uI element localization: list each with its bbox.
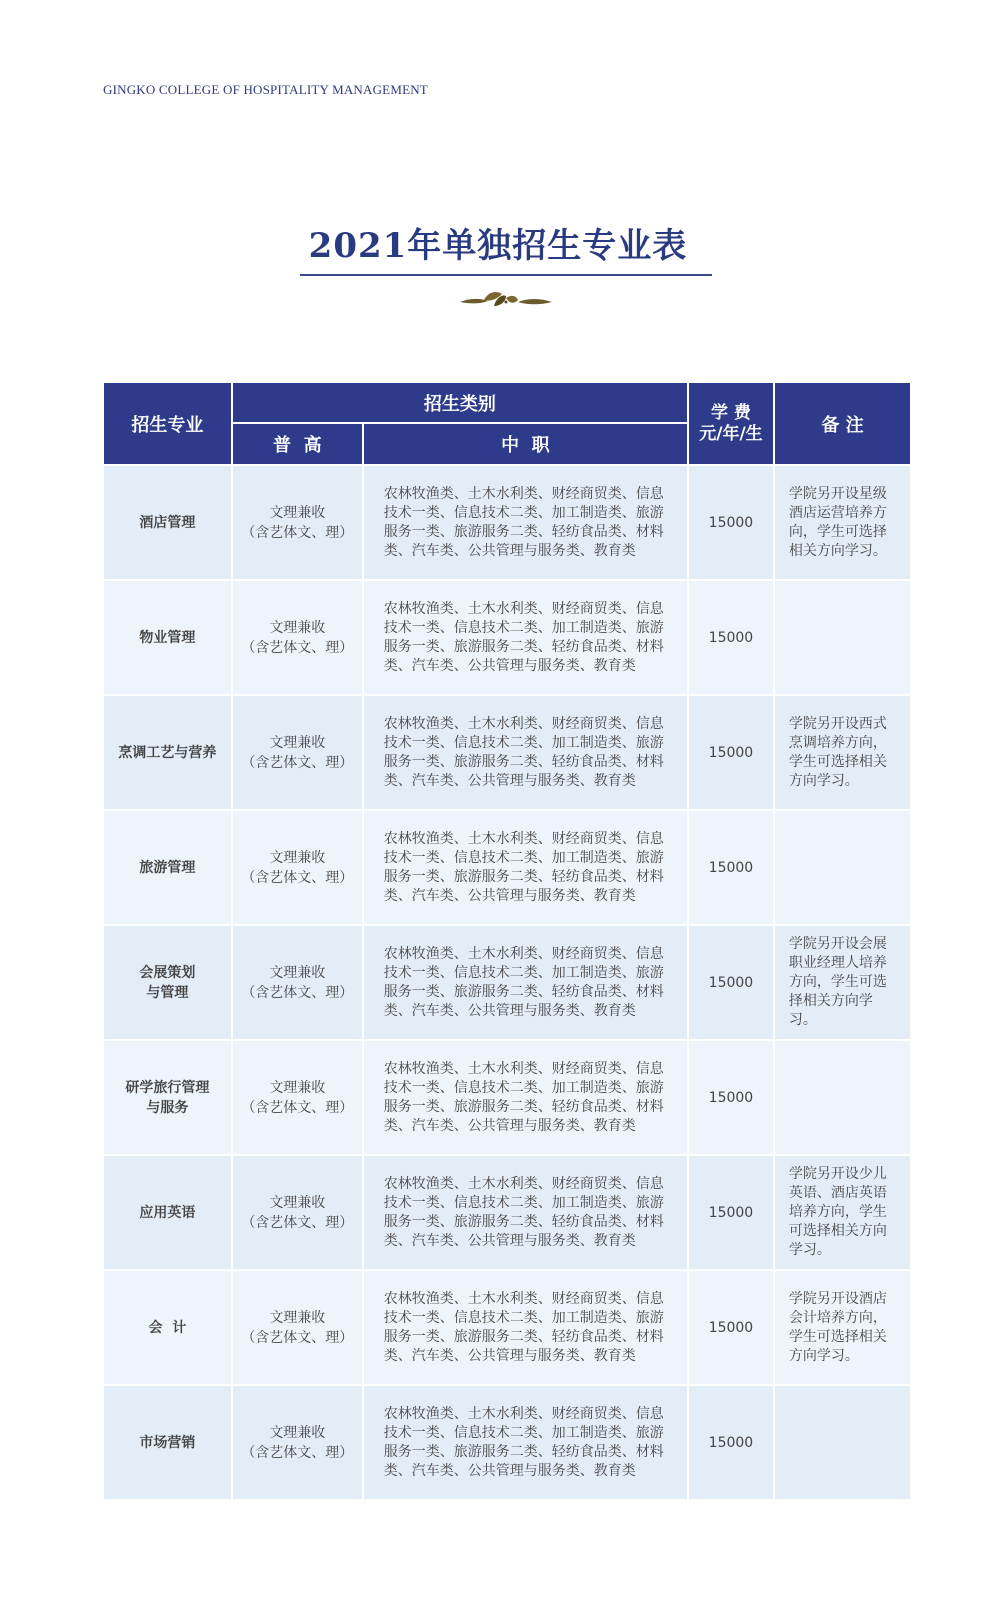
remarks bbox=[774, 1385, 911, 1500]
general-admission bbox=[232, 580, 363, 695]
tuition-fee: 15000 bbox=[688, 1270, 774, 1385]
remarks: 学院另开设星级酒店运营培养方向，学生可选择相关方向学习。 bbox=[774, 465, 911, 580]
major-name: 烹调工艺与营养 bbox=[103, 695, 232, 810]
general-admission bbox=[232, 465, 363, 580]
general-line2: （含艺体文、理） bbox=[241, 869, 354, 886]
remarks: 学院另开设少儿英语、酒店英语培养方向，学生可选择相关方向学习。 bbox=[774, 1155, 911, 1270]
general-admission bbox=[232, 1270, 363, 1385]
major-name: 会展策划 与管理 bbox=[103, 925, 232, 1040]
header-fee-line2: 元/年/生 bbox=[699, 423, 763, 444]
remarks: 学院另开设会展职业经理人培养方向，学生可选择相关方向学习。 bbox=[774, 925, 911, 1040]
header-fee bbox=[688, 382, 774, 465]
table-row bbox=[103, 1155, 911, 1270]
general-line1: 文理兼收 bbox=[269, 849, 326, 866]
tuition-fee: 15000 bbox=[688, 1385, 774, 1500]
major-name: 研学旅行管理 与服务 bbox=[103, 1040, 232, 1155]
header-remarks: 备 注 bbox=[774, 382, 911, 465]
vocational-categories: 农林牧渔类、土木水利类、财经商贸类、信息技术一类、信息技术二类、加工制造类、旅游服务一类、旅游服务二类、轻纺食品类、材料类、汽车类、公共管理与服务类、教育类 bbox=[363, 925, 688, 1040]
major-name: 物业管理 bbox=[103, 580, 232, 695]
remarks: 学院另开设西式烹调培养方向，学生可选择相关方向学习。 bbox=[774, 695, 911, 810]
page-title: 2021年单独招生专业表 bbox=[308, 226, 688, 266]
general-line1: 文理兼收 bbox=[269, 619, 326, 636]
general-admission bbox=[232, 1040, 363, 1155]
general-line2: （含艺体文、理） bbox=[241, 984, 354, 1001]
table-row bbox=[103, 810, 911, 925]
table-row bbox=[103, 925, 911, 1040]
general-line1: 文理兼收 bbox=[269, 1309, 326, 1326]
table-row bbox=[103, 1270, 911, 1385]
title-underline bbox=[300, 274, 712, 276]
remarks bbox=[774, 1040, 911, 1155]
major-name: 会 计 bbox=[103, 1270, 232, 1385]
general-line1: 文理兼收 bbox=[269, 1079, 326, 1096]
general-line1: 文理兼收 bbox=[269, 504, 326, 521]
general-line2: （含艺体文、理） bbox=[241, 1329, 354, 1346]
general-line1: 文理兼收 bbox=[269, 1194, 326, 1211]
header-major: 招生专业 bbox=[103, 382, 232, 465]
header-general: 普 高 bbox=[232, 423, 363, 465]
table-row bbox=[103, 695, 911, 810]
general-line2: （含艺体文、理） bbox=[241, 524, 354, 541]
general-admission bbox=[232, 1385, 363, 1500]
admission-majors-table bbox=[102, 381, 912, 1501]
tuition-fee: 15000 bbox=[688, 1155, 774, 1270]
vocational-categories: 农林牧渔类、土木水利类、财经商贸类、信息技术一类、信息技术二类、加工制造类、旅游服务一类、旅游服务二类、轻纺食品类、材料类、汽车类、公共管理与服务类、教育类 bbox=[363, 810, 688, 925]
remarks: 学院另开设酒店会计培养方向，学生可选择相关方向学习。 bbox=[774, 1270, 911, 1385]
major-name: 旅游管理 bbox=[103, 810, 232, 925]
remarks bbox=[774, 580, 911, 695]
major-name: 应用英语 bbox=[103, 1155, 232, 1270]
tuition-fee: 15000 bbox=[688, 1040, 774, 1155]
general-line2: （含艺体文、理） bbox=[241, 1444, 354, 1461]
tuition-fee: 15000 bbox=[688, 695, 774, 810]
header-vocational: 中 职 bbox=[363, 423, 688, 465]
tuition-fee: 15000 bbox=[688, 580, 774, 695]
tuition-fee: 15000 bbox=[688, 810, 774, 925]
major-name: 酒店管理 bbox=[103, 465, 232, 580]
general-line2: （含艺体文、理） bbox=[241, 1214, 354, 1231]
college-name-header: GINGKO COLLEGE OF HOSPITALITY MANAGEMENT bbox=[103, 82, 428, 97]
table-row bbox=[103, 1385, 911, 1500]
vocational-categories: 农林牧渔类、土木水利类、财经商贸类、信息技术一类、信息技术二类、加工制造类、旅游服务一类、旅游服务二类、轻纺食品类、材料类、汽车类、公共管理与服务类、教育类 bbox=[363, 580, 688, 695]
vocational-categories: 农林牧渔类、土木水利类、财经商贸类、信息技术一类、信息技术二类、加工制造类、旅游服务一类、旅游服务二类、轻纺食品类、材料类、汽车类、公共管理与服务类、教育类 bbox=[363, 1270, 688, 1385]
vocational-categories: 农林牧渔类、土木水利类、财经商贸类、信息技术一类、信息技术二类、加工制造类、旅游服务一类、旅游服务二类、轻纺食品类、材料类、汽车类、公共管理与服务类、教育类 bbox=[363, 1155, 688, 1270]
major-name: 市场营销 bbox=[103, 1385, 232, 1500]
general-line1: 文理兼收 bbox=[269, 734, 326, 751]
ginkgo-leaf-ornament-icon bbox=[458, 288, 554, 312]
general-admission bbox=[232, 925, 363, 1040]
header-category: 招生类别 bbox=[232, 382, 688, 423]
vocational-categories: 农林牧渔类、土木水利类、财经商贸类、信息技术一类、信息技术二类、加工制造类、旅游服务一类、旅游服务二类、轻纺食品类、材料类、汽车类、公共管理与服务类、教育类 bbox=[363, 1040, 688, 1155]
general-line2: （含艺体文、理） bbox=[241, 754, 354, 771]
general-line1: 文理兼收 bbox=[269, 964, 326, 981]
general-admission bbox=[232, 810, 363, 925]
general-line2: （含艺体文、理） bbox=[241, 1099, 354, 1116]
header-fee-line1: 学 费 bbox=[710, 402, 751, 423]
general-line2: （含艺体文、理） bbox=[241, 639, 354, 656]
table-row bbox=[103, 465, 911, 580]
table-row bbox=[103, 1040, 911, 1155]
general-admission bbox=[232, 1155, 363, 1270]
remarks bbox=[774, 810, 911, 925]
vocational-categories: 农林牧渔类、土木水利类、财经商贸类、信息技术一类、信息技术二类、加工制造类、旅游服务一类、旅游服务二类、轻纺食品类、材料类、汽车类、公共管理与服务类、教育类 bbox=[363, 1385, 688, 1500]
vocational-categories: 农林牧渔类、土木水利类、财经商贸类、信息技术一类、信息技术二类、加工制造类、旅游服务一类、旅游服务二类、轻纺食品类、材料类、汽车类、公共管理与服务类、教育类 bbox=[363, 465, 688, 580]
general-admission bbox=[232, 695, 363, 810]
general-line1: 文理兼收 bbox=[269, 1424, 326, 1441]
tuition-fee: 15000 bbox=[688, 925, 774, 1040]
table-row bbox=[103, 580, 911, 695]
vocational-categories: 农林牧渔类、土木水利类、财经商贸类、信息技术一类、信息技术二类、加工制造类、旅游服务一类、旅游服务二类、轻纺食品类、材料类、汽车类、公共管理与服务类、教育类 bbox=[363, 695, 688, 810]
tuition-fee: 15000 bbox=[688, 465, 774, 580]
